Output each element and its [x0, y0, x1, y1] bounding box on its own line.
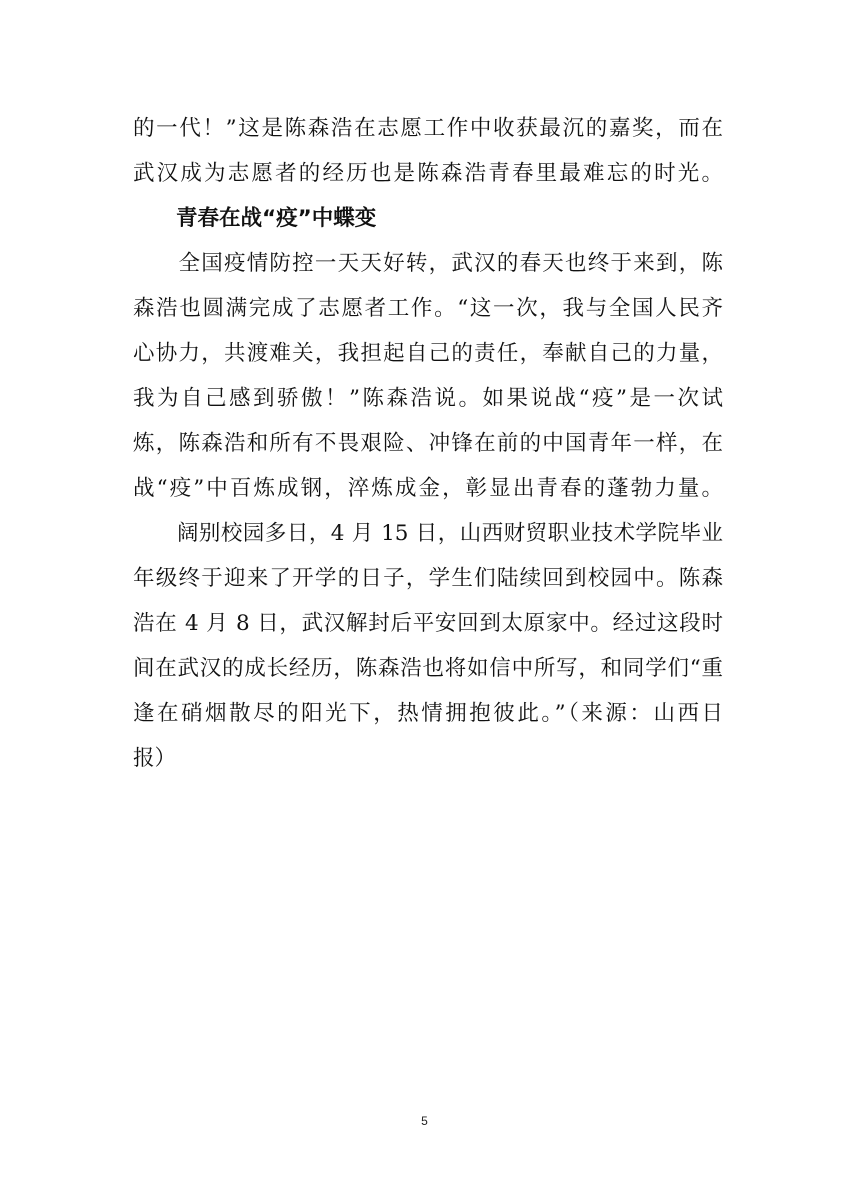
text-line: 逢在硝烟散尽的阳光下，热情拥抱彼此。”（来源：山西日 [133, 701, 723, 726]
text-line: 全国疫情防控一天天好转，武汉的春天也终于来到，陈 [133, 251, 723, 276]
text-line: 心协力，共渡难关，我担起自己的责任，奉献自己的力量， [133, 341, 723, 366]
paragraph-victory [133, 241, 723, 511]
text-line: 战“疫”中百炼成钢，淬炼成金，彰显出青春的蓬勃力量。 [133, 476, 723, 501]
page-content [133, 106, 723, 781]
text-line: 的一代！”这是陈森浩在志愿工作中收获最沉的嘉奖，而在 [133, 116, 723, 141]
text-line: 炼，陈森浩和所有不畏艰险、冲锋在前的中国青年一样，在 [133, 431, 723, 456]
text-line: 间在武汉的成长经历，陈森浩也将如信中所写，和同学们“重 [133, 656, 723, 681]
text-line: 报） [133, 746, 177, 771]
text-line: 阔别校园多日，4 月 15 日，山西财贸职业技术学院毕业 [133, 521, 723, 546]
text-line: 年级终于迎来了开学的日子，学生们陆续回到校园中。陈森 [133, 566, 723, 591]
paragraph-continuation [133, 106, 723, 196]
section-heading: 青春在战“疫”中蝶变 [176, 206, 377, 231]
text-line: 武汉成为志愿者的经历也是陈森浩青春里最难忘的时光。 [133, 161, 723, 186]
text-line: 我为自己感到骄傲！”陈森浩说。如果说战“疫”是一次试 [133, 386, 723, 411]
paragraph-return [133, 511, 723, 781]
page-number: 5 [421, 1114, 428, 1128]
text-line: 浩在 4 月 8 日，武汉解封后平安回到太原家中。经过这段时 [133, 611, 723, 636]
text-line: 森浩也圆满完成了志愿者工作。“这一次，我与全国人民齐 [133, 296, 723, 321]
